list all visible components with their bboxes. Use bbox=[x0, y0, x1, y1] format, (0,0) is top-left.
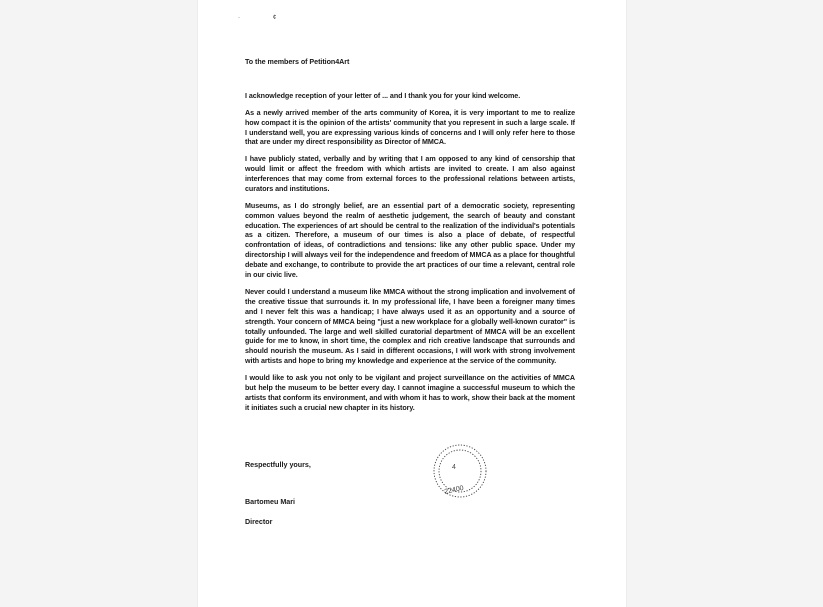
paragraph: I have publicly stated, verbally and by writing that I am opposed to any kind of censorship that would limit or affect the freedom with which artists are invited to create. I am also against interferences that may come from external forces to the professional relations between artists, curators and institutions. bbox=[245, 155, 575, 193]
letter-page bbox=[198, 0, 626, 607]
closing: Respectfully yours, bbox=[245, 461, 311, 469]
signature-block bbox=[245, 497, 295, 527]
stamp-bottom-text: 22400 bbox=[443, 484, 465, 496]
paragraph: I would like to ask you not only to be vigilant and project surveillance on the activities of MMCA but help the museum to be better every day. I cannot imagine a successful museum to which the artists that conform its environment, and with whom it has to work, show their back at the moment it initiates such a crucial new chapter in its history. bbox=[245, 374, 575, 412]
official-stamp bbox=[430, 442, 490, 500]
stray-mark: ¢ bbox=[273, 15, 277, 21]
paragraph: As a newly arrived member of the arts community of Korea, it is very important to me to realize how compact it is the opinion of the artists' community that you represent in such a large scale. If I understand well, you are expressing various kinds of concerns and I will only refer here to those that are under my direct responsibility as Director of MMCA. bbox=[245, 108, 575, 147]
stamp-top-text: 4 bbox=[452, 464, 456, 471]
signer-name: Bartomeu Mari bbox=[245, 498, 295, 506]
letter-body bbox=[245, 58, 575, 421]
stray-mark: · bbox=[238, 15, 240, 21]
paragraph: I acknowledge reception of your letter of ... and I thank you for your kind welcome. bbox=[245, 91, 521, 100]
signer-title: Director bbox=[245, 518, 273, 526]
salutation: To the members of Petition4Art bbox=[245, 58, 350, 66]
paragraph: Never could I understand a museum like MMCA without the strong implication and involvement of the creative tissue that surrounds it. In my professional life, I have been a foreigner many times and I never felt this was a handicap; I have always used it as an opportunity and a source of strength. Your concern of MMCA being "just a new workplace for a globally well-known curator" is totally unfounded. The large and well skilled curatorial department of MMCA will be an excellent guide for me to know, in short time, the complex and rich creative landscape that surrounds and should nourish the museum. As I said in different occasions, I will work with strong involvement with artists and hope to bring my knowledge and experience at the service of the community. bbox=[245, 287, 575, 366]
paragraph: Museums, as I do strongly belief, are an essential part of a democratic society, representing common values beyond the realm of aesthetic judgement, the search of beauty and constant education. The experiences of art should be central to the realization of the individual's potentials as a citizen. Therefore, a museum of our times is also a place of debate, of respectful confrontation of ideas, of contradictions and tensions: like any other public space. Under my directorship I will always veil for the independence and freedom of MMCA as a place for thoughtful debate and exchange, to contribute to provide the art practices of our time a relevant, central role in our civic live. bbox=[245, 201, 575, 280]
